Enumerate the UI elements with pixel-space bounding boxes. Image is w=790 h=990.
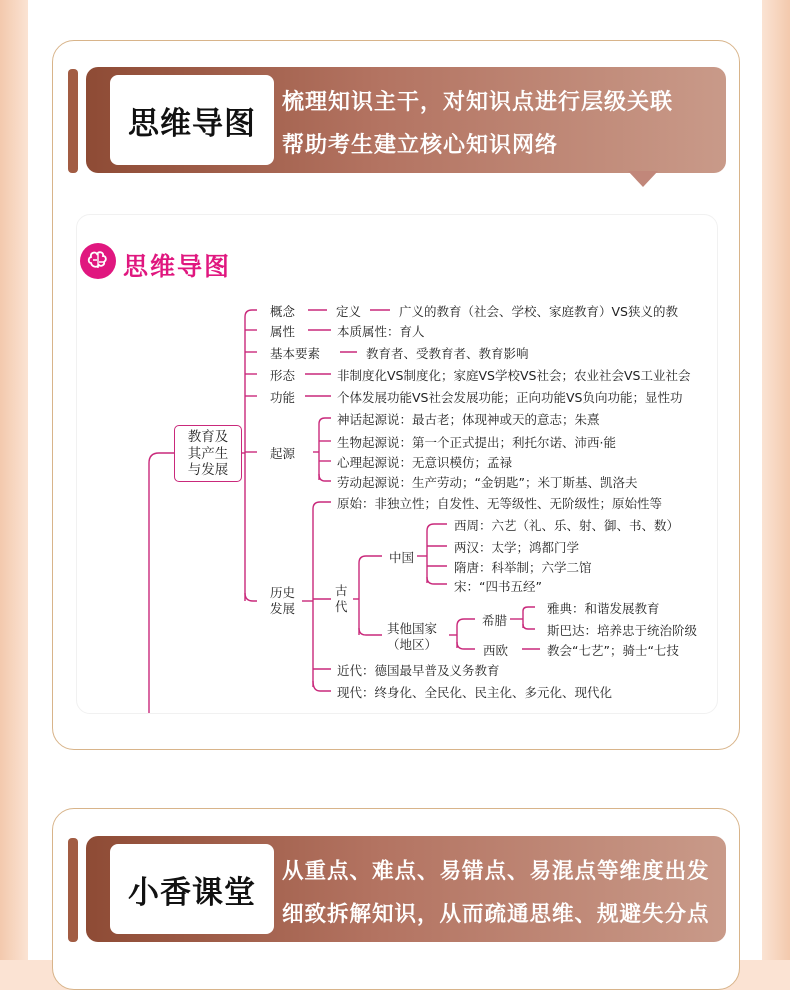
- left-edge-decoration: [0, 0, 28, 960]
- node-song: 宋：“四书五经”: [454, 579, 542, 594]
- node-elements-text: 教育者、受教育者、教育影响: [366, 346, 529, 361]
- banner-description: [282, 81, 742, 167]
- classroom-banner: [68, 836, 726, 944]
- banner-description: [282, 850, 742, 936]
- node-other-countries: [387, 621, 437, 653]
- node-athens: 雅典：和谐发展教育: [547, 601, 660, 616]
- node-origin-labor: 劳动起源说：生产劳动；“金钥匙”；米丁斯基、凯洛夫: [337, 475, 638, 490]
- banner-left-tab: [68, 838, 78, 942]
- node-history: [270, 585, 295, 617]
- node-two-han: 两汉：太学；鸿都门学: [454, 540, 580, 555]
- mindmap-banner: [68, 67, 726, 175]
- banner-bar: [86, 67, 726, 173]
- node-china: 中国: [389, 550, 415, 565]
- node-attribute-text: 本质属性：育人: [337, 324, 425, 339]
- root-line2: 其产生: [187, 445, 229, 462]
- node-ancient: [335, 583, 348, 615]
- node-concept-definition: 定义: [336, 304, 362, 319]
- banner-bar: [86, 836, 726, 942]
- banner-tag: 思维导图: [110, 75, 274, 165]
- history-line1: 历史: [270, 585, 296, 600]
- node-greece: 希腊: [482, 613, 508, 628]
- ancient-line2: 代: [335, 599, 348, 614]
- banner-left-tab: [68, 69, 78, 173]
- node-origin: 起源: [270, 446, 296, 461]
- root-line3: 与发展: [187, 462, 229, 478]
- banner-desc-line2: 细致拆解知识，从而疏通思维、规避失分点: [282, 902, 710, 927]
- node-concept: 概念: [270, 304, 296, 319]
- node-church: 教会“七艺”；骑士“七技: [547, 643, 679, 658]
- banner-desc-line1: 梳理知识主干，对知识点进行层级关联: [282, 90, 674, 115]
- node-function-text: 个体发展功能VS社会发展功能；正向功能VS负向功能；显性功: [337, 390, 683, 405]
- history-line2: 发展: [270, 601, 296, 616]
- node-elements: 基本要素: [270, 346, 321, 361]
- mindmap-title: 思维导图: [123, 252, 232, 281]
- other-line2: （地区）: [387, 637, 438, 652]
- node-contemporary: 现代：终身化、全民化、民主化、多元化、现代化: [337, 685, 613, 700]
- banner-desc-line2: 帮助考生建立核心知识网络: [282, 133, 559, 158]
- right-edge-decoration: [762, 0, 790, 960]
- banner-tag: 小香课堂: [110, 844, 274, 934]
- banner-desc-line1: 从重点、难点、易错点、易混点等维度出发: [282, 859, 710, 884]
- node-primitive: 原始：非独立性；自发性、无等级性、无阶级性；原始性等: [337, 496, 663, 511]
- node-west-zhou: 西周：六艺（礼、乐、射、御、书、数）: [454, 518, 680, 533]
- node-modern: 近代：德国最早普及义务教育: [337, 663, 500, 678]
- node-origin-myth: 神话起源说：最古老；体现神或天的意志；朱熹: [337, 412, 600, 427]
- node-form-text: 非制度化VS制度化；家庭VS学校VS社会；农业社会VS工业社会: [337, 368, 691, 383]
- node-form: 形态: [270, 368, 296, 383]
- node-origin-biology: 生物起源说：第一个正式提出；利托尔诺、沛西·能: [337, 435, 616, 450]
- node-west-europe: 西欧: [483, 643, 509, 658]
- node-sparta: 斯巴达：培养忠于统治阶级: [547, 623, 698, 638]
- node-function: 功能: [270, 390, 296, 405]
- ancient-line1: 古: [335, 583, 348, 598]
- node-sui-tang: 隋唐：科举制；六学二馆: [454, 560, 592, 575]
- mindmap-root-node: [174, 425, 242, 482]
- node-origin-psychology: 心理起源说：无意识模仿；孟禄: [337, 455, 513, 470]
- node-attribute: 属性: [270, 324, 296, 339]
- mindmap-image: [76, 214, 718, 714]
- other-line1: 其他国家: [387, 621, 438, 636]
- root-line1: 教育及: [187, 429, 229, 445]
- banner-pointer: [628, 171, 658, 187]
- node-concept-text: 广义的教育（社会、学校、家庭教育）VS狭义的教: [399, 304, 678, 319]
